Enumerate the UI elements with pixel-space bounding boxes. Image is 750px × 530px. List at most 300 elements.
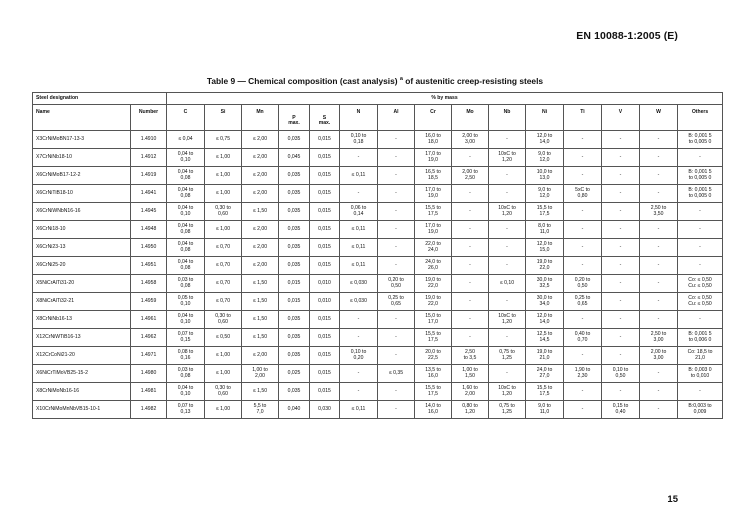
header-p: P: [279, 105, 310, 122]
cell-nb: -: [489, 221, 526, 239]
cell-p: 0,035: [279, 203, 310, 221]
cell-ni: 19,0 to 21,0: [526, 347, 564, 365]
cell-s: 0,015: [310, 203, 340, 221]
header-name: Name: [33, 105, 131, 122]
cell-al: -: [378, 203, 415, 221]
cell-s: 0,015: [310, 347, 340, 365]
cell-name: X6CrNiTiB18-10: [33, 185, 131, 203]
cell-nb: 0,75 to 1,25: [489, 401, 526, 419]
table-row: [33, 257, 723, 275]
cell-n: -: [340, 185, 378, 203]
cell-si: ≤ 1,00: [205, 167, 242, 185]
cell-nb: 0,75 to 1,25: [489, 347, 526, 365]
cell-al: -: [378, 311, 415, 329]
cell-c: 0,03 to 0,08: [167, 275, 205, 293]
table-title: [0, 76, 750, 86]
cell-mn: ≤ 1,50: [242, 383, 279, 401]
cell-n: -: [340, 365, 378, 383]
cell-si: ≤ 1,00: [205, 149, 242, 167]
cell-s: 0,010: [310, 293, 340, 311]
cell-mn: ≤ 2,00: [242, 239, 279, 257]
cell-mo: -: [452, 221, 489, 239]
cell-nb: -: [489, 185, 526, 203]
cell-c: 0,04 to 0,10: [167, 383, 205, 401]
cell-ti: -: [564, 311, 602, 329]
cell-w: -: [640, 167, 678, 185]
cell-mo: -: [452, 239, 489, 257]
cell-p: 0,045: [279, 149, 310, 167]
cell-nb: -: [489, 365, 526, 383]
cell-others: -: [678, 383, 723, 401]
cell-name: X8CrNiMoNb16-16: [33, 383, 131, 401]
cell-ni: 12,0 to 14,0: [526, 311, 564, 329]
cell-cr: 15,5 to 17,5: [415, 383, 452, 401]
cell-si: 0,30 to 0,60: [205, 383, 242, 401]
cell-c: 0,07 to 0,15: [167, 329, 205, 347]
cell-al: 0,25 to 0,65: [378, 293, 415, 311]
cell-mn: ≤ 2,00: [242, 257, 279, 275]
cell-al: -: [378, 239, 415, 257]
table-row: [33, 185, 723, 203]
cell-v: -: [602, 293, 640, 311]
cell-nb: -: [489, 329, 526, 347]
cell-v: -: [602, 167, 640, 185]
cell-mo: -: [452, 275, 489, 293]
cell-number: 1.4958: [131, 275, 167, 293]
cell-c: 0,04 to 0,08: [167, 221, 205, 239]
cell-ni: 19,0 to 22,0: [526, 257, 564, 275]
cell-cr: 19,0 to 22,0: [415, 293, 452, 311]
cell-s: 0,015: [310, 311, 340, 329]
cell-al: -: [378, 347, 415, 365]
cell-others: B:0,003 to 0,009: [678, 401, 723, 419]
cell-p: 0,035: [279, 329, 310, 347]
header-w: W: [640, 105, 678, 122]
table-row: [33, 293, 723, 311]
cell-s: 0,015: [310, 239, 340, 257]
cell-ni: 12,0 to 14,0: [526, 131, 564, 149]
cell-number: 1.4948: [131, 221, 167, 239]
cell-c: 0,07 to 0,13: [167, 401, 205, 419]
standard-reference: EN 10088-1:2005 (E): [576, 30, 678, 42]
cell-p: 0,035: [279, 167, 310, 185]
cell-v: -: [602, 347, 640, 365]
cell-nb: 10xC to 1,20: [489, 383, 526, 401]
cell-v: -: [602, 221, 640, 239]
cell-al: -: [378, 167, 415, 185]
cell-n: ≤ 0,030: [340, 293, 378, 311]
cell-others: -: [678, 257, 723, 275]
cell-v: -: [602, 329, 640, 347]
cell-p: 0,035: [279, 239, 310, 257]
cell-number: 1.4950: [131, 239, 167, 257]
cell-others: -: [678, 221, 723, 239]
cell-name: X3CrNiMoBN17-13-3: [33, 131, 131, 149]
cell-s: 0,010: [310, 275, 340, 293]
header-ni: Ni: [526, 105, 564, 122]
cell-al: -: [378, 185, 415, 203]
cell-c: 0,04 to 0,10: [167, 203, 205, 221]
cell-s: 0,015: [310, 185, 340, 203]
cell-ni: 15,5 to 17,5: [526, 203, 564, 221]
cell-others: -: [678, 311, 723, 329]
cell-others: B: 0,003 0 to 0,010: [678, 365, 723, 383]
cell-cr: 16,5 to 18,5: [415, 167, 452, 185]
header-mo: Mo: [452, 105, 489, 122]
cell-n: ≤ 0,11: [340, 221, 378, 239]
cell-ti: -: [564, 383, 602, 401]
cell-p: 0,035: [279, 257, 310, 275]
cell-si: ≤ 0,75: [205, 131, 242, 149]
cell-number: 1.4951: [131, 257, 167, 275]
cell-name: X7CrNiNb18-10: [33, 149, 131, 167]
table-row: [33, 203, 723, 221]
cell-number: 1.4962: [131, 329, 167, 347]
cell-number: 1.4959: [131, 293, 167, 311]
cell-w: -: [640, 383, 678, 401]
cell-mo: 0,80 to 1,20: [452, 401, 489, 419]
cell-nb: -: [489, 257, 526, 275]
table-row: [33, 365, 723, 383]
header-ti: Ti: [564, 105, 602, 122]
cell-c: 0,04 to 0,08: [167, 257, 205, 275]
cell-ni: 24,0 to 27,0: [526, 365, 564, 383]
cell-al: -: [378, 401, 415, 419]
cell-name: X8NiCrAlTi32-21: [33, 293, 131, 311]
cell-w: -: [640, 311, 678, 329]
table-row: [33, 383, 723, 401]
cell-mo: 1,00 to 1,50: [452, 365, 489, 383]
cell-name: X12CrNiWTiB16-13: [33, 329, 131, 347]
cell-ni: 9,0 to 12,0: [526, 149, 564, 167]
table-footnote-marker: a: [399, 76, 403, 83]
cell-ti: -: [564, 167, 602, 185]
cell-ti: -: [564, 401, 602, 419]
cell-cr: 13,5 to 16,0: [415, 365, 452, 383]
cell-ni: 15,5 to 17,5: [526, 383, 564, 401]
cell-al: ≤ 0,35: [378, 365, 415, 383]
cell-mo: -: [452, 203, 489, 221]
cell-s: 0,015: [310, 221, 340, 239]
cell-al: -: [378, 383, 415, 401]
header-s: S: [310, 105, 340, 122]
chemical-composition-table: [32, 92, 723, 419]
header-al: Al: [378, 105, 415, 122]
cell-mn: 5,5 to 7,0: [242, 401, 279, 419]
header-others: Others: [678, 105, 723, 122]
cell-name: X8CrNiNb16-13: [33, 311, 131, 329]
cell-si: ≤ 0,70: [205, 257, 242, 275]
cell-others: B: 0,001 5 to 0,005 0: [678, 167, 723, 185]
cell-n: -: [340, 311, 378, 329]
cell-s: 0,015: [310, 131, 340, 149]
cell-v: -: [602, 311, 640, 329]
cell-si: ≤ 1,00: [205, 221, 242, 239]
cell-cr: 15,5 to 17,5: [415, 203, 452, 221]
cell-mn: ≤ 2,00: [242, 185, 279, 203]
cell-name: X6CrNiMoB17-12-2: [33, 167, 131, 185]
cell-w: -: [640, 239, 678, 257]
header-nb: Nb: [489, 105, 526, 122]
cell-number: 1.4981: [131, 383, 167, 401]
cell-mn: ≤ 2,00: [242, 131, 279, 149]
cell-si: ≤ 0,70: [205, 239, 242, 257]
cell-si: ≤ 1,00: [205, 365, 242, 383]
cell-c: 0,04 to 0,10: [167, 149, 205, 167]
cell-mo: -: [452, 311, 489, 329]
header-n: N: [340, 105, 378, 122]
cell-mn: ≤ 1,50: [242, 203, 279, 221]
cell-n: -: [340, 329, 378, 347]
cell-nb: -: [489, 293, 526, 311]
cell-w: 2,50 to 3,50: [640, 203, 678, 221]
cell-p: 0,035: [279, 347, 310, 365]
cell-cr: 19,0 to 22,0: [415, 275, 452, 293]
cell-cr: 17,0 to 19,0: [415, 221, 452, 239]
cell-n: ≤ 0,11: [340, 257, 378, 275]
cell-ti: -: [564, 347, 602, 365]
cell-mn: ≤ 1,50: [242, 329, 279, 347]
cell-number: 1.4971: [131, 347, 167, 365]
header-s-max: max.: [310, 121, 340, 131]
cell-ni: 30,0 to 34,0: [526, 293, 564, 311]
cell-s: 0,015: [310, 257, 340, 275]
cell-p: 0,040: [279, 401, 310, 419]
cell-mn: ≤ 1,50: [242, 293, 279, 311]
cell-n: 0,06 to 0,14: [340, 203, 378, 221]
cell-v: -: [602, 239, 640, 257]
cell-n: ≤ 0,030: [340, 275, 378, 293]
cell-others: B: 0,001 5 to 0,006 0: [678, 329, 723, 347]
cell-p: 0,035: [279, 311, 310, 329]
table-row: [33, 131, 723, 149]
table-row: [33, 275, 723, 293]
cell-name: X12CrCoNi21-20: [33, 347, 131, 365]
cell-al: -: [378, 221, 415, 239]
header-percent-by-mass: % by mass: [167, 93, 723, 105]
cell-w: -: [640, 131, 678, 149]
cell-name: X6NiCrTiMoVB25-15-2: [33, 365, 131, 383]
cell-p: 0,035: [279, 383, 310, 401]
table-title-main: Table 9 — Chemical composition (cast analysis): [206, 76, 398, 86]
cell-nb: 10xC to 1,20: [489, 149, 526, 167]
table-row: [33, 311, 723, 329]
cell-number: 1.4945: [131, 203, 167, 221]
cell-nb: -: [489, 131, 526, 149]
cell-n: 0,10 to 0,18: [340, 131, 378, 149]
cell-number: 1.4912: [131, 149, 167, 167]
cell-v: 0,10 to 0,50: [602, 365, 640, 383]
cell-mo: 2,00 to 2,50: [452, 167, 489, 185]
cell-si: ≤ 0,50: [205, 329, 242, 347]
table-body: [33, 131, 723, 419]
cell-c: ≤ 0,04: [167, 131, 205, 149]
cell-w: 2,00 to 3,00: [640, 347, 678, 365]
cell-w: -: [640, 293, 678, 311]
cell-mn: ≤ 1,50: [242, 275, 279, 293]
cell-ti: 0,20 to 0,50: [564, 275, 602, 293]
cell-v: -: [602, 131, 640, 149]
cell-mo: -: [452, 149, 489, 167]
cell-others: Co: ≤ 0,50 Cu: ≤ 0,50: [678, 275, 723, 293]
cell-number: 1.4982: [131, 401, 167, 419]
cell-w: -: [640, 365, 678, 383]
cell-ni: 10,0 to 13,0: [526, 167, 564, 185]
cell-ni: 30,0 to 32,5: [526, 275, 564, 293]
cell-mn: 1,00 to 2,00: [242, 365, 279, 383]
cell-v: -: [602, 383, 640, 401]
table-title-rest: of austenitic creep-resisting steels: [405, 76, 544, 86]
cell-c: 0,04 to 0,08: [167, 239, 205, 257]
cell-ti: 0,40 to 0,70: [564, 329, 602, 347]
cell-ni: 9,0 to 12,0: [526, 185, 564, 203]
cell-mn: ≤ 2,00: [242, 221, 279, 239]
cell-p: 0,015: [279, 275, 310, 293]
table-row: [33, 329, 723, 347]
cell-nb: 10xC to 1,20: [489, 311, 526, 329]
cell-n: -: [340, 149, 378, 167]
cell-ti: 0,25 to 0,65: [564, 293, 602, 311]
cell-cr: 15,5 to 17,5: [415, 329, 452, 347]
cell-mo: -: [452, 329, 489, 347]
cell-ni: 9,0 to 11,0: [526, 401, 564, 419]
cell-v: 0,15 to 0,40: [602, 401, 640, 419]
cell-p: 0,035: [279, 185, 310, 203]
cell-v: -: [602, 185, 640, 203]
cell-name: X6CrNiWNbN16-16: [33, 203, 131, 221]
table-row: [33, 149, 723, 167]
cell-c: 0,03 to 0,08: [167, 365, 205, 383]
header-cr: Cr: [415, 105, 452, 122]
cell-ti: 5xC to 0,80: [564, 185, 602, 203]
cell-w: -: [640, 401, 678, 419]
cell-v: -: [602, 203, 640, 221]
cell-n: 0,10 to 0,20: [340, 347, 378, 365]
cell-mn: ≤ 2,00: [242, 347, 279, 365]
cell-s: 0,015: [310, 383, 340, 401]
header-mn: Mn: [242, 105, 279, 122]
cell-mo: -: [452, 257, 489, 275]
cell-others: Co: 18,5 to 21,0: [678, 347, 723, 365]
cell-nb: -: [489, 239, 526, 257]
cell-cr: 15,0 to 17,0: [415, 311, 452, 329]
header-number: Number: [131, 105, 167, 122]
cell-mo: 2,00 to 3,00: [452, 131, 489, 149]
page-number: 15: [667, 494, 678, 505]
cell-p: 0,025: [279, 365, 310, 383]
cell-mn: ≤ 1,50: [242, 311, 279, 329]
cell-s: 0,015: [310, 167, 340, 185]
table-row: [33, 167, 723, 185]
cell-c: 0,04 to 0,08: [167, 167, 205, 185]
cell-w: -: [640, 185, 678, 203]
cell-w: 2,50 to 3,00: [640, 329, 678, 347]
cell-name: X10CrNiMoMnNbVB15-10-1: [33, 401, 131, 419]
cell-al: -: [378, 257, 415, 275]
cell-p: 0,035: [279, 221, 310, 239]
cell-c: 0,04 to 0,10: [167, 311, 205, 329]
cell-n: -: [340, 383, 378, 401]
cell-v: -: [602, 257, 640, 275]
cell-name: X5NiCrAlTi31-20: [33, 275, 131, 293]
cell-cr: 17,0 to 19,0: [415, 149, 452, 167]
cell-v: -: [602, 149, 640, 167]
table-row: [33, 221, 723, 239]
cell-c: 0,08 to 0,16: [167, 347, 205, 365]
cell-s: 0,015: [310, 365, 340, 383]
cell-cr: 17,0 to 19,0: [415, 185, 452, 203]
cell-v: -: [602, 275, 640, 293]
cell-nb: 10xC to 1,20: [489, 203, 526, 221]
cell-al: -: [378, 149, 415, 167]
cell-mn: ≤ 2,00: [242, 167, 279, 185]
cell-al: -: [378, 329, 415, 347]
cell-mn: ≤ 2,00: [242, 149, 279, 167]
header-c: C: [167, 105, 205, 122]
cell-w: -: [640, 149, 678, 167]
cell-ni: 12,5 to 14,5: [526, 329, 564, 347]
cell-ni: 12,0 to 15,0: [526, 239, 564, 257]
cell-n: ≤ 0,11: [340, 401, 378, 419]
cell-si: 0,30 to 0,60: [205, 203, 242, 221]
cell-ti: -: [564, 149, 602, 167]
header-si: Si: [205, 105, 242, 122]
header-p-max: max.: [279, 121, 310, 131]
cell-others: -: [678, 203, 723, 221]
cell-mo: 1,60 to 2,00: [452, 383, 489, 401]
cell-si: ≤ 1,00: [205, 401, 242, 419]
cell-p: 0,035: [279, 131, 310, 149]
cell-s: 0,015: [310, 149, 340, 167]
cell-others: Co: ≤ 0,50 Cu: ≤ 0,50: [678, 293, 723, 311]
cell-ti: -: [564, 239, 602, 257]
table-row: [33, 239, 723, 257]
cell-n: ≤ 0,11: [340, 167, 378, 185]
cell-cr: 24,0 to 26,0: [415, 257, 452, 275]
cell-si: ≤ 0,70: [205, 293, 242, 311]
cell-cr: 22,0 to 24,0: [415, 239, 452, 257]
cell-others: -: [678, 149, 723, 167]
cell-ni: 8,0 to 11,0: [526, 221, 564, 239]
cell-nb: ≤ 0,10: [489, 275, 526, 293]
cell-si: ≤ 1,00: [205, 185, 242, 203]
cell-al: 0,20 to 0,50: [378, 275, 415, 293]
cell-c: 0,04 to 0,08: [167, 185, 205, 203]
cell-cr: 20,0 to 22,5: [415, 347, 452, 365]
cell-number: 1.4919: [131, 167, 167, 185]
cell-mo: 2,50 to 3,5: [452, 347, 489, 365]
cell-si: ≤ 1,00: [205, 347, 242, 365]
cell-al: -: [378, 131, 415, 149]
cell-number: 1.4910: [131, 131, 167, 149]
cell-w: -: [640, 257, 678, 275]
cell-ti: -: [564, 131, 602, 149]
cell-nb: -: [489, 167, 526, 185]
cell-mo: -: [452, 293, 489, 311]
cell-s: 0,015: [310, 329, 340, 347]
cell-others: B: 0,001 5 to 0,005 0: [678, 131, 723, 149]
cell-name: X6CrNi23-13: [33, 239, 131, 257]
cell-w: -: [640, 275, 678, 293]
cell-c: 0,05 to 0,10: [167, 293, 205, 311]
cell-mo: -: [452, 185, 489, 203]
cell-others: -: [678, 239, 723, 257]
cell-number: 1.4941: [131, 185, 167, 203]
cell-cr: 16,0 to 18,0: [415, 131, 452, 149]
cell-number: 1.4961: [131, 311, 167, 329]
cell-name: X6CrNi25-20: [33, 257, 131, 275]
cell-ti: -: [564, 221, 602, 239]
